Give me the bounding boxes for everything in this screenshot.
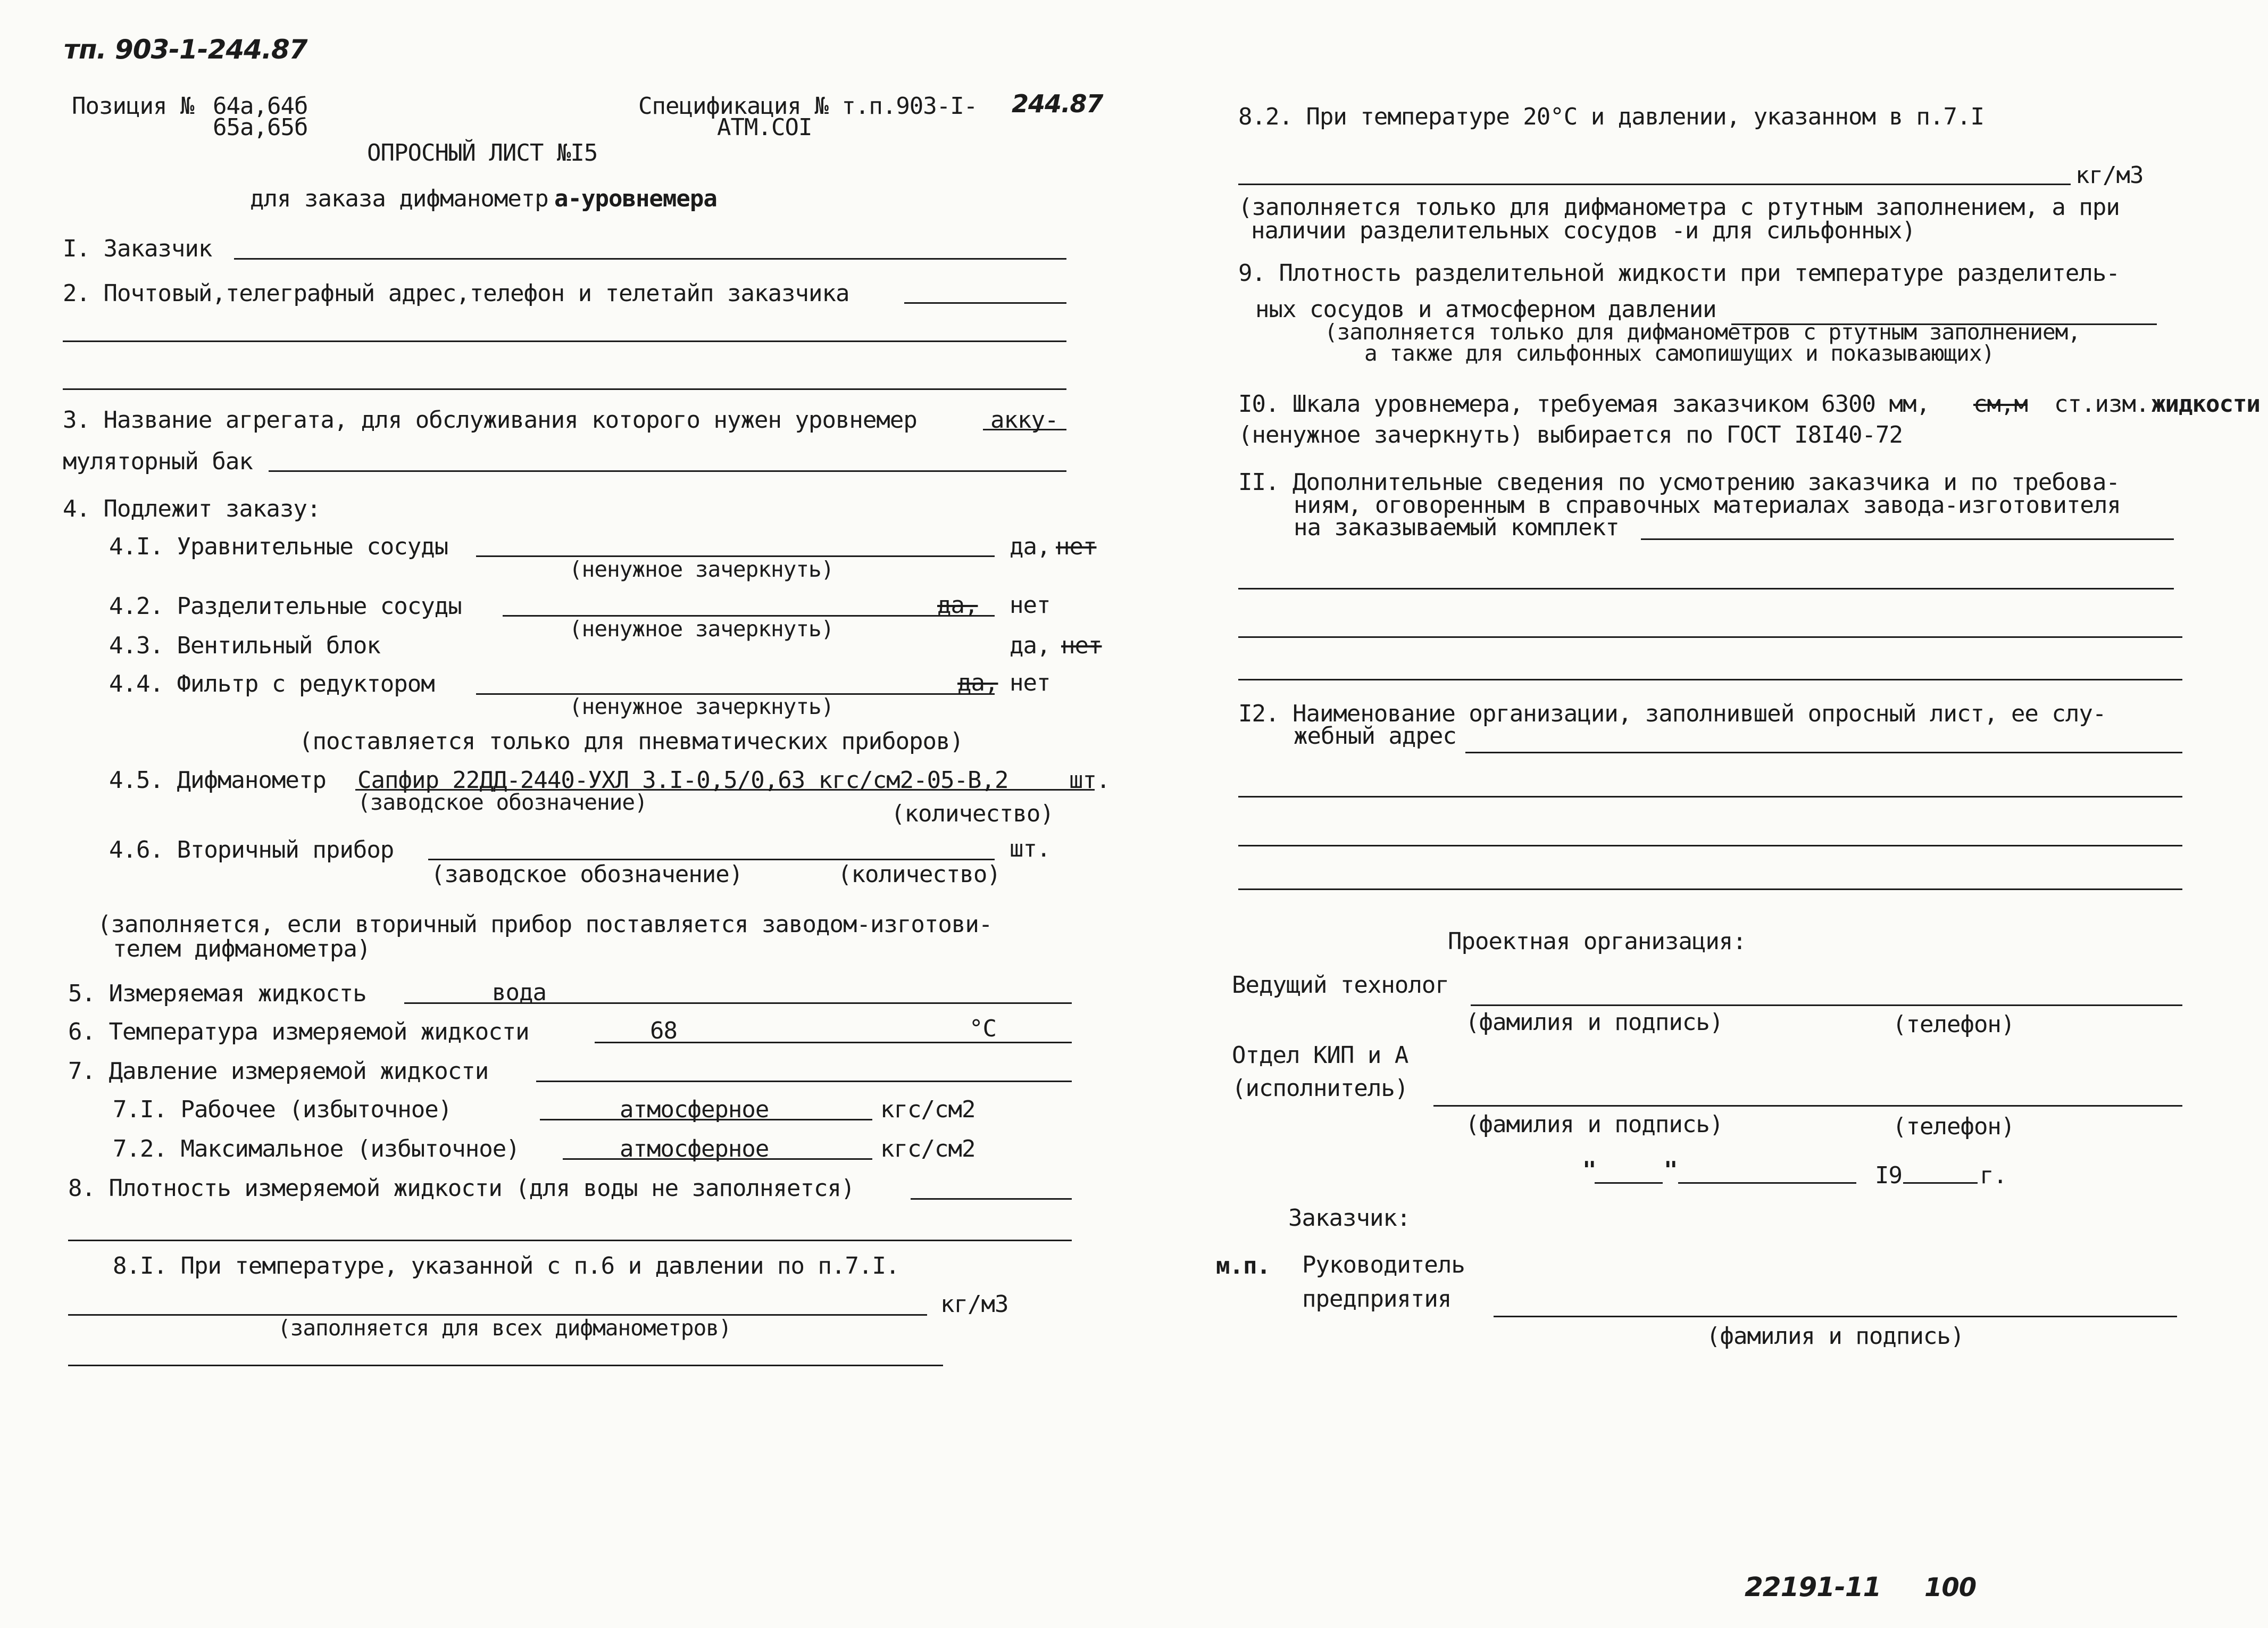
head-line <box>1494 1316 2177 1317</box>
head-label-2: предприятия <box>1302 1285 1452 1313</box>
field-9-line1: 9. Плотность разделительной жидкости при температуре разделитель- <box>1238 260 2120 287</box>
field-4-6-unit: шт. <box>1010 835 1050 862</box>
field-4-2-yes: да, <box>937 592 978 619</box>
kip-line <box>1433 1105 2182 1107</box>
kip-note-phone: (телефон) <box>1892 1113 2015 1140</box>
field-2-line-c <box>63 388 1066 390</box>
field-8-2: 8.2. При температуре 20°C и давлении, указанном в п.7.I <box>1238 103 1984 130</box>
lead-note-name: (фамилия и подпись) <box>1465 1009 1723 1036</box>
field-4-4-note: (ненужное зачеркнуть) <box>569 694 834 719</box>
date-quote-open: " <box>1582 1157 1596 1184</box>
field-2-line-b <box>63 340 1066 342</box>
form-subtitle-a: для заказа дифманометр <box>250 185 548 212</box>
field-11-line-b <box>1238 588 2174 589</box>
note-secondary-2: телем дифманометра) <box>113 935 371 962</box>
field-8-1-unit: кг/м3 <box>940 1291 1008 1318</box>
field-12-line2: жебный адрес <box>1294 722 1456 750</box>
field-4-4-no: нет <box>1010 669 1050 696</box>
field-7-1: 7.I. Рабочее (избыточное) <box>113 1096 452 1123</box>
field-11-line-d <box>1238 679 2182 680</box>
position-label: Позиция № <box>72 93 194 120</box>
field-10-c: жидкости <box>2152 391 2260 418</box>
field-8-line-b <box>68 1240 1072 1241</box>
spec-code: АТМ.СОI <box>717 114 812 141</box>
spec-number-hand: 244.87 <box>1012 89 1103 118</box>
date-month-line <box>1678 1182 1856 1184</box>
field-6-temperature: 6. Температура измеряемой жидкости <box>68 1018 529 1045</box>
field-12-line-a <box>1465 752 2182 753</box>
field-4-1-yes: да, <box>1010 533 1050 560</box>
field-11-line1: II. Дополнительные сведения по усмотрению заказчика и по требова- <box>1238 469 2120 496</box>
date-year-suffix: г. <box>1980 1162 2007 1189</box>
field-12-line1: I2. Наименование организации, заполнившей опросный лист, ее слу- <box>1238 700 2106 727</box>
field-3-line-a <box>983 429 1066 430</box>
field-4-5-value: Сапфир 22ДД-2440-УХЛ 3.I-0,5/0,63 кгс/см2-05-В,2 <box>357 767 1008 794</box>
field-8-line-a <box>911 1198 1072 1200</box>
field-7-1-line <box>540 1119 872 1120</box>
note-9-line1: (заполняется только для дифманометров с ртутным заполнением, <box>1324 319 2081 345</box>
field-4-order: 4. Подлежит заказу: <box>63 495 321 522</box>
date-day-line <box>1595 1182 1663 1184</box>
field-4-6-line <box>428 859 995 860</box>
project-org: Проектная организация: <box>1448 928 1746 955</box>
field-6-value: 68 <box>650 1017 677 1044</box>
stamp-place: м.п. <box>1216 1252 1270 1280</box>
field-10-line2: (ненужное зачеркнуть) выбирается по ГОСТ I8I40-72 <box>1238 421 1903 448</box>
field-8-density: 8. Плотность измеряемой жидкости (для воды не заполняется) <box>68 1175 855 1202</box>
field-7-2: 7.2. Максимальное (избыточное) <box>113 1135 520 1162</box>
field-2-address: 2. Почтовый,телеграфный адрес,телефон и телетайп заказчика <box>63 280 849 307</box>
position-line2: 65а,65б <box>213 114 308 141</box>
field-1-customer: I. Заказчик <box>63 235 212 262</box>
field-3-value-a: акку- <box>990 406 1058 434</box>
field-8-1-note: (заполняется для всех дифманометров) <box>278 1315 731 1341</box>
spec-label: Спецификация № т.п.903-I- <box>638 93 978 120</box>
form-subtitle-b: а-уровнемера <box>554 185 717 212</box>
field-2-line-a <box>904 302 1066 304</box>
field-4-5-note-factory: (заводское обозначение) <box>357 790 647 815</box>
field-4-6-note-factory: (заводское обозначение) <box>431 861 743 888</box>
field-8-1: 8.I. При температуре, указанной с п.6 и давлении по п.7.I. <box>113 1252 899 1280</box>
field-4-5-label: 4.5. Дифманометр <box>109 767 326 794</box>
footer-page: 100 <box>1924 1573 1977 1602</box>
field-4-6: 4.6. Вторичный прибор <box>109 836 394 863</box>
field-4-5-note-qty: (количество) <box>891 800 1054 827</box>
position-line1: 64а,64б <box>213 93 308 120</box>
field-10-strike: см,м <box>1973 391 2028 418</box>
field-9-line2: ных сосудов и атмосферном давлении <box>1255 296 1716 323</box>
field-4-4-yes: да, <box>957 669 998 696</box>
field-7-1-unit: кгс/см2 <box>880 1096 975 1123</box>
field-3-line-b <box>269 470 1066 472</box>
lead-technologist-line <box>1471 1004 2182 1006</box>
field-10-b: ст.изм. <box>2054 391 2149 418</box>
field-4-3-no: нет <box>1061 632 1102 659</box>
field-11-line3: на заказываемый комплект <box>1294 514 1619 541</box>
field-8-2-line <box>1238 184 2071 185</box>
date-quote-close: " <box>1664 1157 1678 1184</box>
field-4-1-note: (ненужное зачеркнуть) <box>569 556 834 582</box>
project-number: тп. 903-1-244.87 <box>64 34 307 65</box>
field-5-value: вода <box>492 979 546 1006</box>
field-4-5-unit: шт. <box>1069 767 1110 794</box>
field-4-1: 4.I. Уравнительные сосуды <box>109 533 448 560</box>
kip-note-name: (фамилия и подпись) <box>1465 1111 1723 1138</box>
field-4-2: 4.2. Разделительные сосуды <box>109 593 462 620</box>
field-7-2-value: атмосферное <box>620 1135 769 1162</box>
date-year-line <box>1903 1182 1978 1184</box>
date-year-prefix: I9 <box>1875 1162 1902 1189</box>
lead-note-phone: (телефон) <box>1892 1011 2015 1038</box>
field-8-1-line-b <box>68 1365 943 1366</box>
note-secondary-1: (заполняется, если вторичный прибор поставляется заводом-изготови- <box>97 911 993 938</box>
field-6-line <box>595 1042 1072 1043</box>
note-8-2-line1: (заполняется только для дифманометра с ртутным заполнением, а при <box>1238 194 2120 221</box>
footer-number: 22191-11 <box>1745 1572 1881 1602</box>
field-5-line <box>404 1002 1072 1004</box>
field-4-1-no: нет <box>1056 533 1097 560</box>
field-11-line-c <box>1238 636 2182 638</box>
field-4-6-note-qty: (количество) <box>838 861 1000 888</box>
customer-label: Заказчик: <box>1288 1205 1411 1232</box>
field-7-2-unit: кгс/см2 <box>880 1135 975 1162</box>
kip-executor: (исполнитель) <box>1232 1075 1408 1102</box>
field-10-scale: I0. Шкала уровнемера, требуемая заказчиком 6300 мм, <box>1238 391 1930 418</box>
lead-technologist: Ведущий технолог <box>1232 971 1449 999</box>
field-4-2-no: нет <box>1010 592 1050 619</box>
field-11-line-a <box>1641 538 2174 540</box>
field-12-line-b <box>1238 796 2182 798</box>
field-4-4: 4.4. Фильтр с редуктором <box>109 670 435 697</box>
head-label-1: Руководитель <box>1302 1251 1465 1278</box>
field-4-3-yes: да, <box>1010 632 1050 659</box>
field-3-unit: 3. Название агрегата, для обслуживания которого нужен уровнемер <box>63 406 917 434</box>
field-3-value-b: муляторный бак <box>63 448 253 475</box>
field-11-line2: ниям, оговоренным в справочных материалах завода-изготовителя <box>1294 492 2121 519</box>
field-4-2-note: (ненужное зачеркнуть) <box>569 616 834 642</box>
field-8-2-unit: кг/м3 <box>2075 162 2144 189</box>
field-7-line <box>536 1081 1072 1082</box>
field-7-1-value: атмосферное <box>620 1096 769 1123</box>
field-7-pressure: 7. Давление измеряемой жидкости <box>68 1058 489 1085</box>
field-4-3: 4.3. Вентильный блок <box>109 632 380 659</box>
head-note-name: (фамилия и подпись) <box>1706 1323 1964 1350</box>
note-pneumatic: (поставляется только для пневматических приборов) <box>299 728 964 755</box>
field-12-line-c <box>1238 845 2182 846</box>
note-8-2-line2: наличии разделительных сосудов -и для сильфонных) <box>1251 217 1916 244</box>
form-title: ОПРОСНЫЙ ЛИСТ №I5 <box>367 139 598 167</box>
field-1-line <box>234 258 1066 260</box>
field-7-2-line <box>563 1158 872 1160</box>
kip-dept: Отдел КИП и А <box>1232 1042 1408 1069</box>
field-6-unit: °C <box>969 1015 996 1042</box>
field-12-line-d <box>1238 888 2182 890</box>
field-5-liquid: 5. Измеряемая жидкость <box>68 980 366 1007</box>
note-9-line2: а также для сильфонных самопишущих и показывающих) <box>1364 340 1995 366</box>
